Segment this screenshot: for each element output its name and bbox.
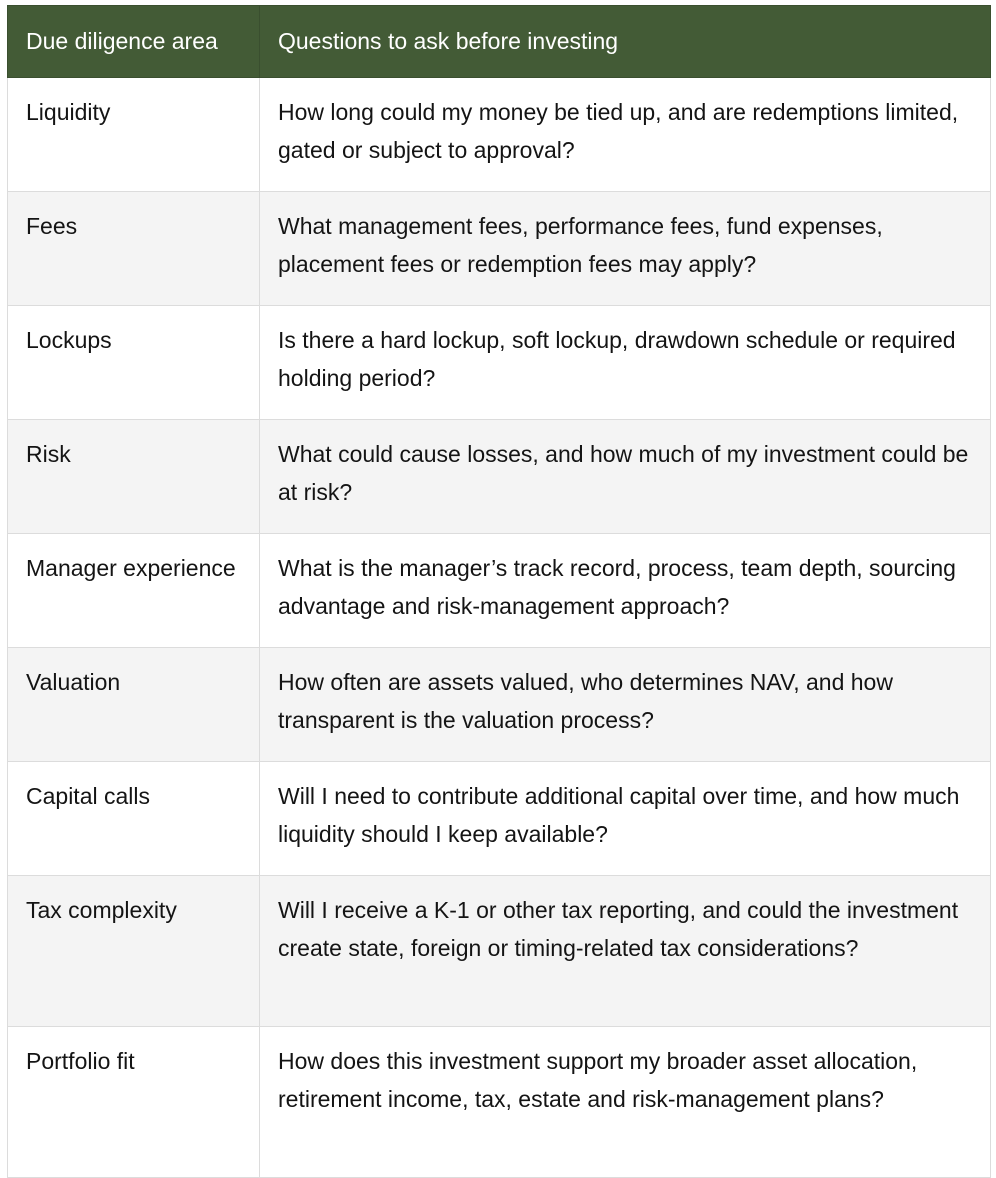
area-cell: Tax complexity <box>8 876 260 1027</box>
table-row <box>8 78 991 192</box>
table-row <box>8 420 991 534</box>
due-diligence-table <box>7 5 991 1178</box>
area-cell: Risk <box>8 420 260 534</box>
question-cell: Will I receive a K-1 or other tax reporting, and could the investment create state, foreign or timing-related tax considerations? <box>260 876 991 1027</box>
table-row <box>8 306 991 420</box>
table-row <box>8 534 991 648</box>
area-cell: Portfolio fit <box>8 1027 260 1178</box>
table-row <box>8 762 991 876</box>
area-cell: Lockups <box>8 306 260 420</box>
question-cell: How long could my money be tied up, and are redemptions limited, gated or subject to approval? <box>260 78 991 192</box>
question-cell: What management fees, performance fees, fund expenses, placement fees or redemption fees may apply? <box>260 192 991 306</box>
area-cell: Liquidity <box>8 78 260 192</box>
question-cell: How does this investment support my broader asset allocation, retirement income, tax, estate and risk-management plans? <box>260 1027 991 1178</box>
question-cell: What is the manager’s track record, process, team depth, sourcing advantage and risk-management approach? <box>260 534 991 648</box>
table-row <box>8 1027 991 1178</box>
area-cell: Fees <box>8 192 260 306</box>
question-cell: Will I need to contribute additional capital over time, and how much liquidity should I keep available? <box>260 762 991 876</box>
due-diligence-table-container <box>7 5 990 1178</box>
table-row <box>8 876 991 1027</box>
area-cell: Valuation <box>8 648 260 762</box>
area-cell: Capital calls <box>8 762 260 876</box>
header-questions: Questions to ask before investing <box>260 6 991 78</box>
table-header-row <box>8 6 991 78</box>
question-cell: Is there a hard lockup, soft lockup, drawdown schedule or required holding period? <box>260 306 991 420</box>
header-area: Due diligence area <box>8 6 260 78</box>
table-row <box>8 192 991 306</box>
table-row <box>8 648 991 762</box>
question-cell: What could cause losses, and how much of my investment could be at risk? <box>260 420 991 534</box>
area-cell: Manager experience <box>8 534 260 648</box>
question-cell: How often are assets valued, who determines NAV, and how transparent is the valuation process? <box>260 648 991 762</box>
